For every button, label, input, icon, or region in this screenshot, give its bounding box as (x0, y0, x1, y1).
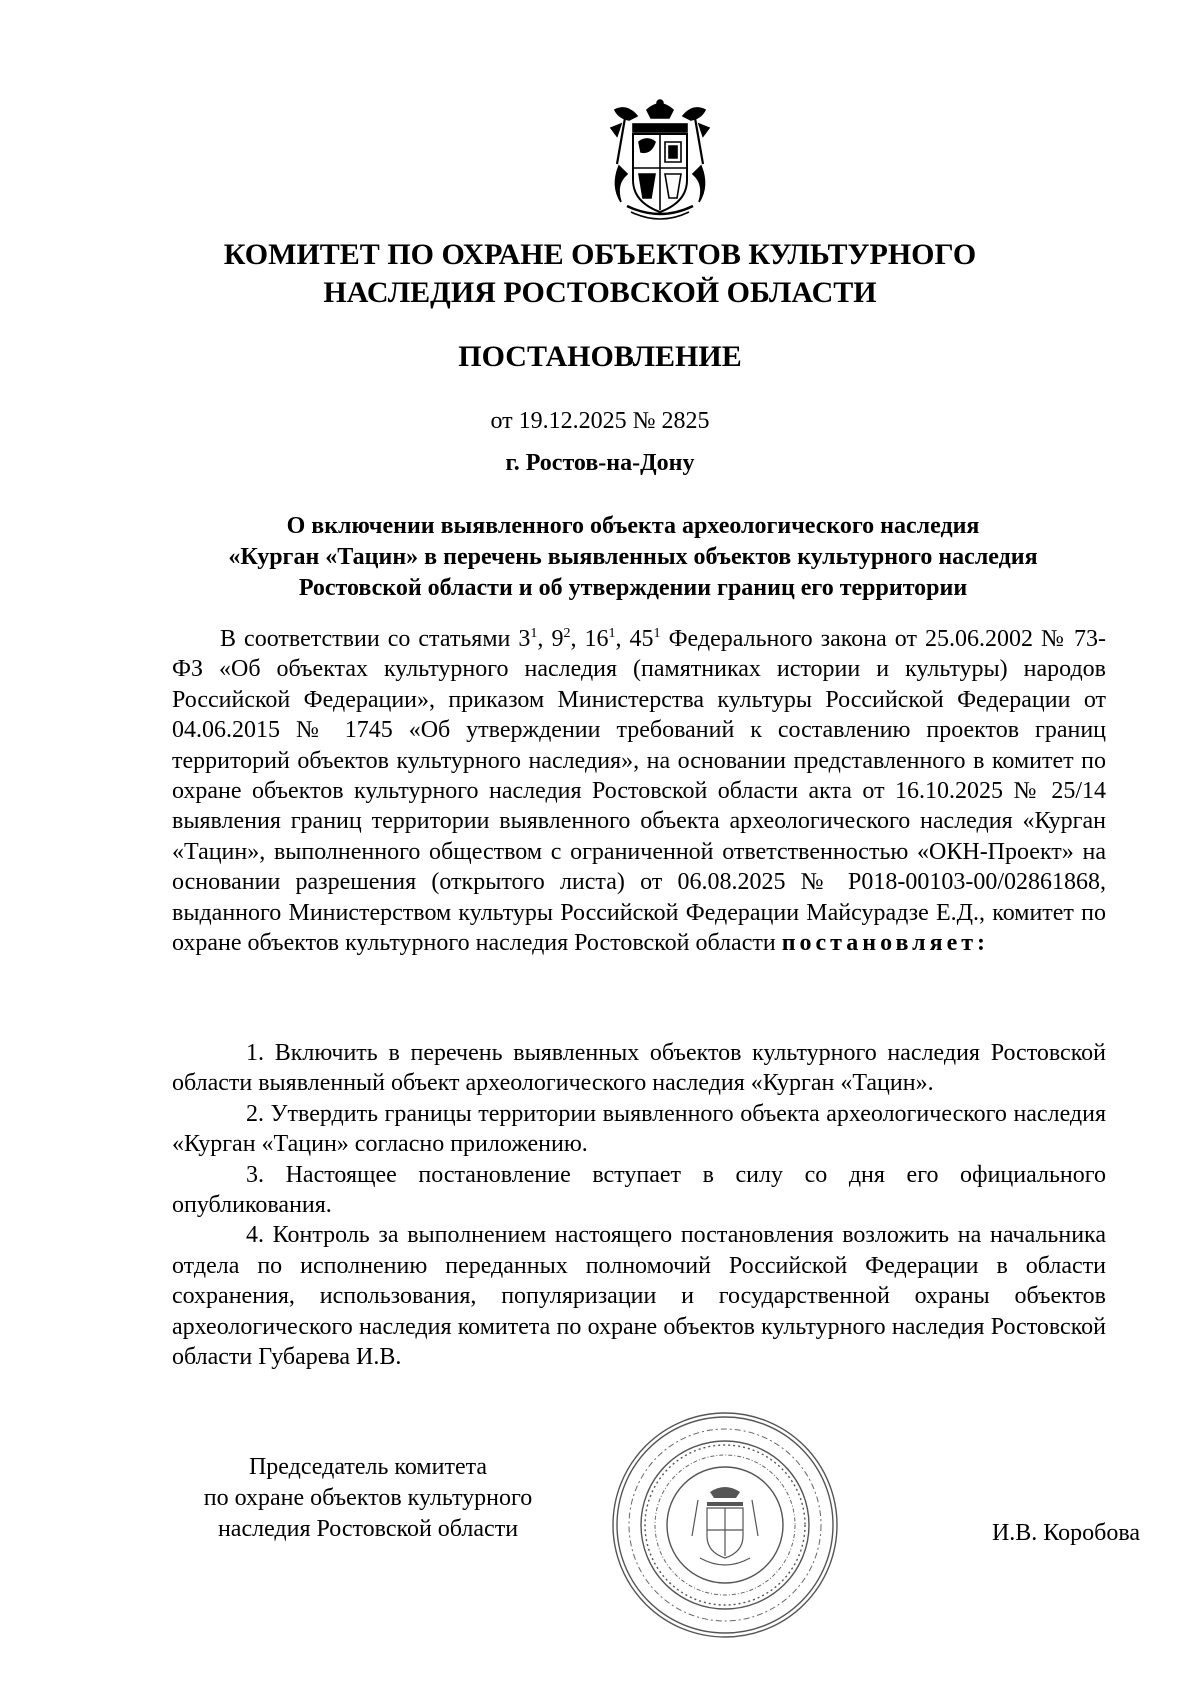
official-seal-icon (606, 1406, 844, 1644)
document-date-number: от 19.12.2025 № 2825 (490, 408, 710, 434)
signatory-name: И.В. Коробова (991, 1520, 1140, 1546)
coat-of-arms-icon (597, 94, 723, 226)
signatory-position-line-1: Председатель комитета (248, 1454, 488, 1480)
article-superscript-1: 1 (530, 626, 538, 641)
org-name-line-2: НАСЛЕДИЯ РОСТОВСКОЙ ОБЛАСТИ (323, 276, 877, 309)
resolution-list (172, 1038, 1106, 1372)
resolution-item-3: 3. Настоящее постановление вступает в силу со дня его официального опубликования. (172, 1161, 1106, 1219)
subject-line-3: Ростовской области и об утверждении границ его территории (298, 575, 968, 601)
signatory-position-line-2: по охране объектов культурного (203, 1485, 533, 1511)
resolution-item-4: 4. Контроль за выполнением настоящего постановления возложить на начальника отдела по исполнению переданных полномочий Российской Федерации в области сохранения, использования, популяризации и государственной охраны объектов археологического наследия комитета по охране объектов культурного наследия Ростовской области Губарева И.В. (172, 1222, 1106, 1371)
article-superscript-2: 2 (563, 626, 571, 641)
preamble-paragraph (172, 624, 1106, 958)
preamble-text-4: , 45 (615, 626, 654, 652)
document-city: г. Ростов-на-Дону (505, 450, 695, 476)
subject-line-2: «Курган «Тацин» в перечень выявленных объектов культурного наследия (228, 544, 1038, 570)
preamble-text-3: , 16 (570, 626, 609, 652)
signatory-position (168, 1452, 568, 1545)
subject-line-1: О включении выявленного объекта археологического наследия (286, 513, 980, 539)
article-superscript-4: 1 (653, 626, 661, 641)
document-type: ПОСТАНОВЛЕНИЕ (458, 340, 742, 373)
preamble-text-5: Федерального закона от 25.06.2002 № 73-ФЗ «Об объектах культурного наследия (памятниках истории и культуры) народов Российской Федерации», приказом Министерства культуры Российской Федерации от 04.06.2015 № 1745 «Об утверждении требований к составлению проектов границ территорий объектов культурного наследия», на основании представленного в комитет по охране объектов культурного наследия Ростовской области акта от 16.10.2025 № 25/14 выявления границ территории выявленного объекта археологического наследия «Курган «Тацин», выполненного обществом с ограниченной ответственностью «ОКН-Проект» на основании разрешения (открытого листа) от 06.08.2025 № Р018-00103-00/02861868, выданного Министерством культуры Российской Федерации Майсурадзе Е.Д., комитет по охране объектов культурного наследия Ростовской области (172, 626, 1107, 957)
preamble (172, 624, 1106, 958)
article-superscript-3: 1 (608, 626, 616, 641)
document-subject (160, 511, 1106, 604)
org-name-line-1: КОМИТЕТ ПО ОХРАНЕ ОБЪЕКТОВ КУЛЬТУРНОГО (223, 238, 977, 271)
decree-word: постановляет: (781, 930, 990, 957)
preamble-text-1: В соответствии со статьями 3 (220, 626, 531, 652)
issuing-authority (0, 236, 1200, 312)
resolution-item-2: 2. Утвердить границы территории выявленного объекта археологического наследия «Курган «Тацин» согласно приложению. (172, 1100, 1106, 1158)
signatory-position-line-3: наследия Ростовской области (217, 1516, 519, 1542)
resolution-item-1: 1. Включить в перечень выявленных объектов культурного наследия Ростовской области выявленный объект археологического наследия «Курган «Тацин». (172, 1040, 1106, 1097)
preamble-text-2: , 9 (537, 626, 564, 652)
